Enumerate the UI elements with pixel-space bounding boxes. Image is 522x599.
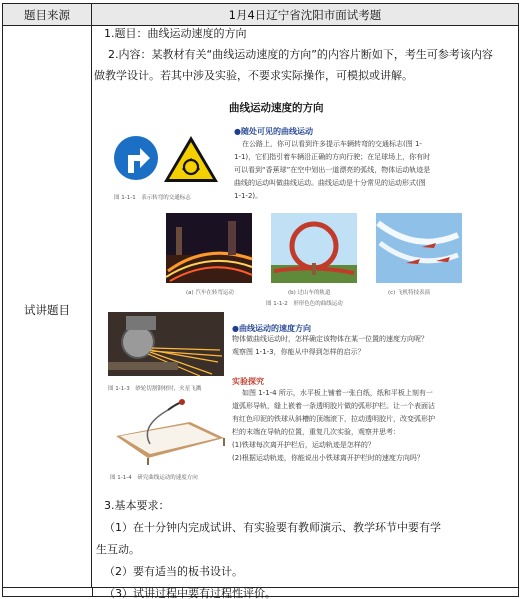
- fig2c-caption: (c) 飞机特技表演: [388, 290, 431, 296]
- section3-line3: 有红色印泥的铁球从斜槽的顶端滚下，拉动透明胶片，改变弧形护: [232, 415, 435, 423]
- fig3-caption: 图 1-1-3 砂轮切割钢材时，火星飞溅: [108, 386, 202, 392]
- requirement-1a: （1）在十分钟内完成试讲、有实验要有教师演示、教学环节中要有学: [104, 521, 441, 534]
- section1-line3: 可以看到“香蕉球”在空中划出一道漂亮的弧线，物体运动轨迹是: [234, 166, 431, 174]
- roller-coaster-photo: [271, 213, 357, 283]
- topic-content-line1: 2.内容：某教材有关“曲线运动速度的方向”的内容片断如下，考生可参考该内容: [108, 48, 493, 61]
- fig2-caption: 图 1-1-2 形形色色的曲线运动: [266, 301, 343, 307]
- section3-heading: 实验探究: [232, 377, 264, 386]
- header-source-value: 1月4日辽宁省沈阳市面试考题: [228, 8, 382, 22]
- textbook-excerpt: [106, 98, 506, 481]
- section3-line2: 道弧形导轨，缝上嵌着一条透明胶片做的弧形护栏。让一个表面沾: [232, 402, 435, 410]
- night-traffic-photo: [166, 213, 252, 283]
- section1-line2: 1-1)，它们指引着车辆沿正确的方向行驶；在足球场上，你有时: [234, 153, 431, 161]
- requirement-1b: 生互动。: [96, 543, 140, 556]
- basic-requirements: [96, 495, 512, 599]
- requirements-title: 3.基本要求：: [104, 499, 170, 512]
- section3-line5: (1)铁球每次离开护栏后，运动轨迹是怎样的？: [232, 441, 375, 449]
- requirement-3: （3）试讲过程中要有过程性评价。: [104, 587, 276, 599]
- row-label-topic: 试讲题目: [24, 303, 70, 317]
- turn-right-sign-icon: [114, 136, 158, 180]
- requirement-2: （2）要有适当的板书设计。: [104, 565, 243, 578]
- grinder-sparks-photo: [108, 312, 224, 376]
- section3-line1: 如图 1-1-4 所示，水平板上铺着一张白纸，纸和平板上刻有一: [242, 389, 433, 397]
- section1-line4: 曲线的运动叫做曲线运动。曲线运动是十分常见的运动形式(图: [234, 179, 426, 187]
- experiment-board-figure: [110, 396, 226, 466]
- fig4-caption: 图 1-1-4 研究曲线运动的速度方向: [110, 475, 198, 481]
- topic-content-line2: 做教学设计。若其中涉及实验，不要求实际操作，可模拟或讲解。: [94, 69, 413, 82]
- table-header: [3, 4, 518, 26]
- section2-line2: 观察图 1-1-3，你能从中得到怎样的启示？: [232, 348, 365, 356]
- section1-line5: 1-1-2)。: [234, 192, 263, 200]
- fig2b-caption: (b) 过山车的轨道: [288, 290, 331, 296]
- section2-line1: 物体做曲线运动时，怎样确定该物体在某一位置的速度方向呢？: [232, 335, 428, 343]
- airshow-photo: [376, 213, 462, 283]
- fig1-caption: 图 1-1-1 表示转弯的交通标志: [114, 195, 191, 201]
- section1-heading: ●随处可见的曲线运动: [234, 127, 313, 136]
- row-label-cell: [3, 26, 92, 588]
- section3-line6: (2)根据运动轨迹，你能说出小铁球离开护栏时的速度方向吗？: [232, 454, 424, 462]
- section3-line4: 栏的末端在导轨的位置，重复几次实验，观察并思考：: [232, 428, 400, 436]
- roundabout-sign-icon: [164, 136, 218, 182]
- table-bottom-stub: [92, 588, 93, 596]
- excerpt-title: 曲线运动速度的方向: [229, 102, 324, 114]
- section1-line1: 在公路上，你可以看到许多提示车辆转弯的交通标志(图 1-: [242, 140, 422, 148]
- header-source-label: 题目来源: [3, 4, 92, 26]
- topic-title-line: 1.题目：曲线运动速度的方向: [104, 27, 247, 40]
- traffic-signs-figure: [112, 133, 224, 185]
- section2-heading: ●曲线运动的速度方向: [232, 324, 311, 333]
- curved-motion-photos: [166, 213, 462, 283]
- fig2a-caption: (a) 汽车在转弯运动: [186, 290, 234, 296]
